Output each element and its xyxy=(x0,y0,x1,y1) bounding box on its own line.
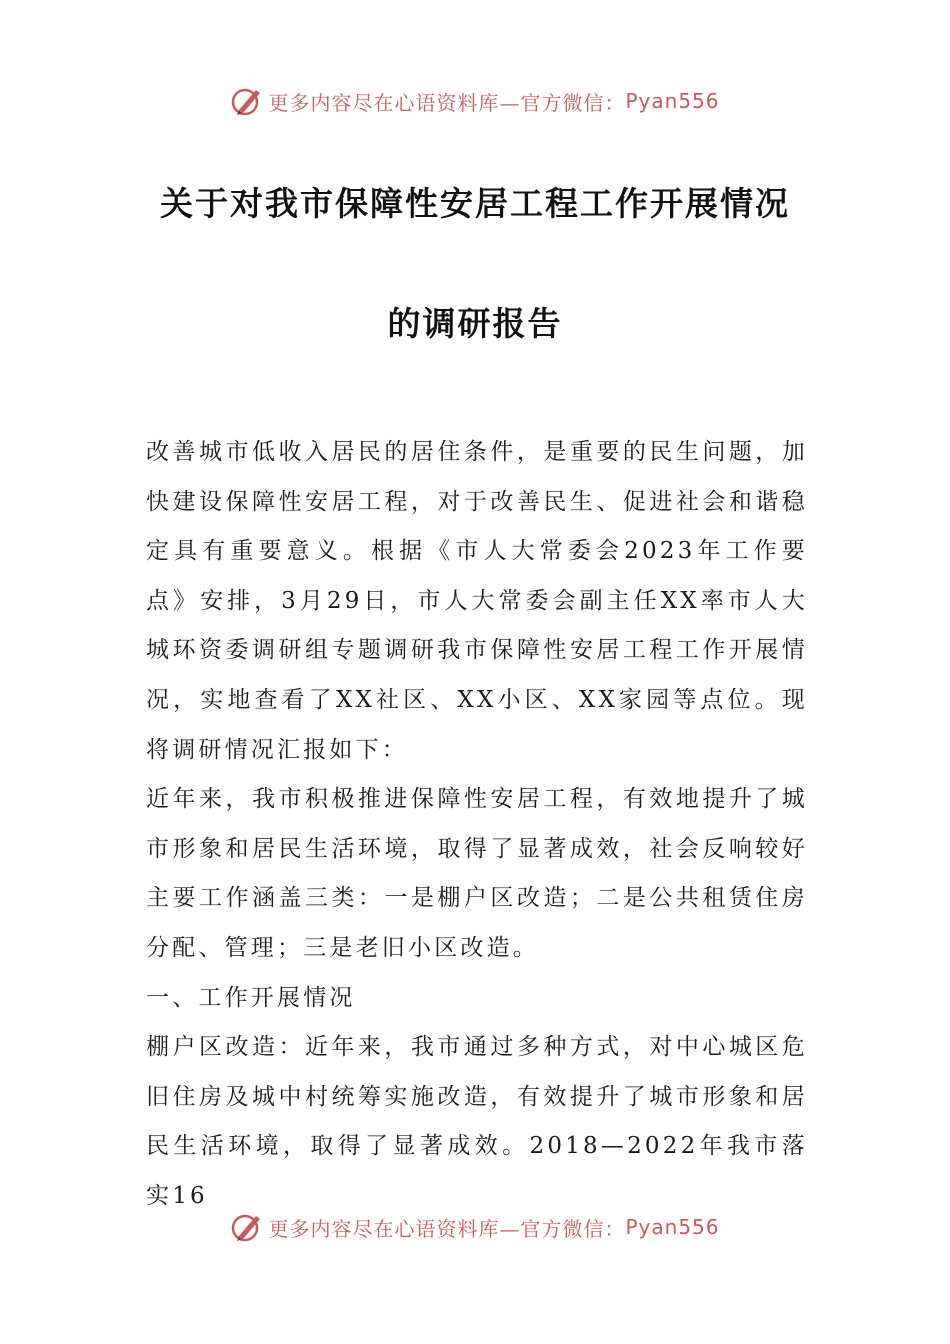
watermark-header xyxy=(0,84,950,118)
document-title-line-1: 关于对我市保障性安居工程工作开展情况 xyxy=(160,184,790,223)
watermark-footer xyxy=(0,1210,950,1244)
document-body xyxy=(146,428,808,1222)
paragraph-shantytown: 棚户区改造：近年来，我市通过多种方式，对中心城区危旧住房及城中村统筹实施改造，有效提升了城市形象和居民生活环境，取得了显著成效。2018—2022年我市落实16 xyxy=(146,1034,808,1209)
section-heading: 一、工作开展情况 xyxy=(146,984,356,1011)
pen-in-circle-icon xyxy=(230,84,264,118)
watermark-wechat-id: Pyan556 xyxy=(625,1215,720,1239)
watermark-text: 更多内容尽在心语资料库—官方微信： xyxy=(268,90,626,115)
paragraph-intro: 改善城市低收入居民的居住条件，是重要的民生问题，加快建设保障性安居工程，对于改善民生、促进社会和谐稳定具有重要意义。根据《市人大常委会2023年工作要点》安排，3月29日，市人大常委会副主任XX率市人大城环资委调研组专题调研我市保障性安居工程工作开展情况，实地查看了XX社区、XX小区、XX家园等点位。现将调研情况汇报如下： xyxy=(146,439,808,763)
document-title-line-2: 的调研报告 xyxy=(387,304,563,343)
watermark-wechat-id: Pyan556 xyxy=(625,89,720,113)
paragraph-overview: 近年来，我市积极推进保障性安居工程，有效地提升了城市形象和居民生活环境，取得了显著成效，社会反响较好主要工作涵盖三类：一是棚户区改造；二是公共租赁住房分配、管理；三是老旧小区改造。 xyxy=(146,786,808,961)
pen-in-circle-icon xyxy=(230,1210,264,1244)
watermark-text: 更多内容尽在心语资料库—官方微信： xyxy=(268,1216,626,1241)
